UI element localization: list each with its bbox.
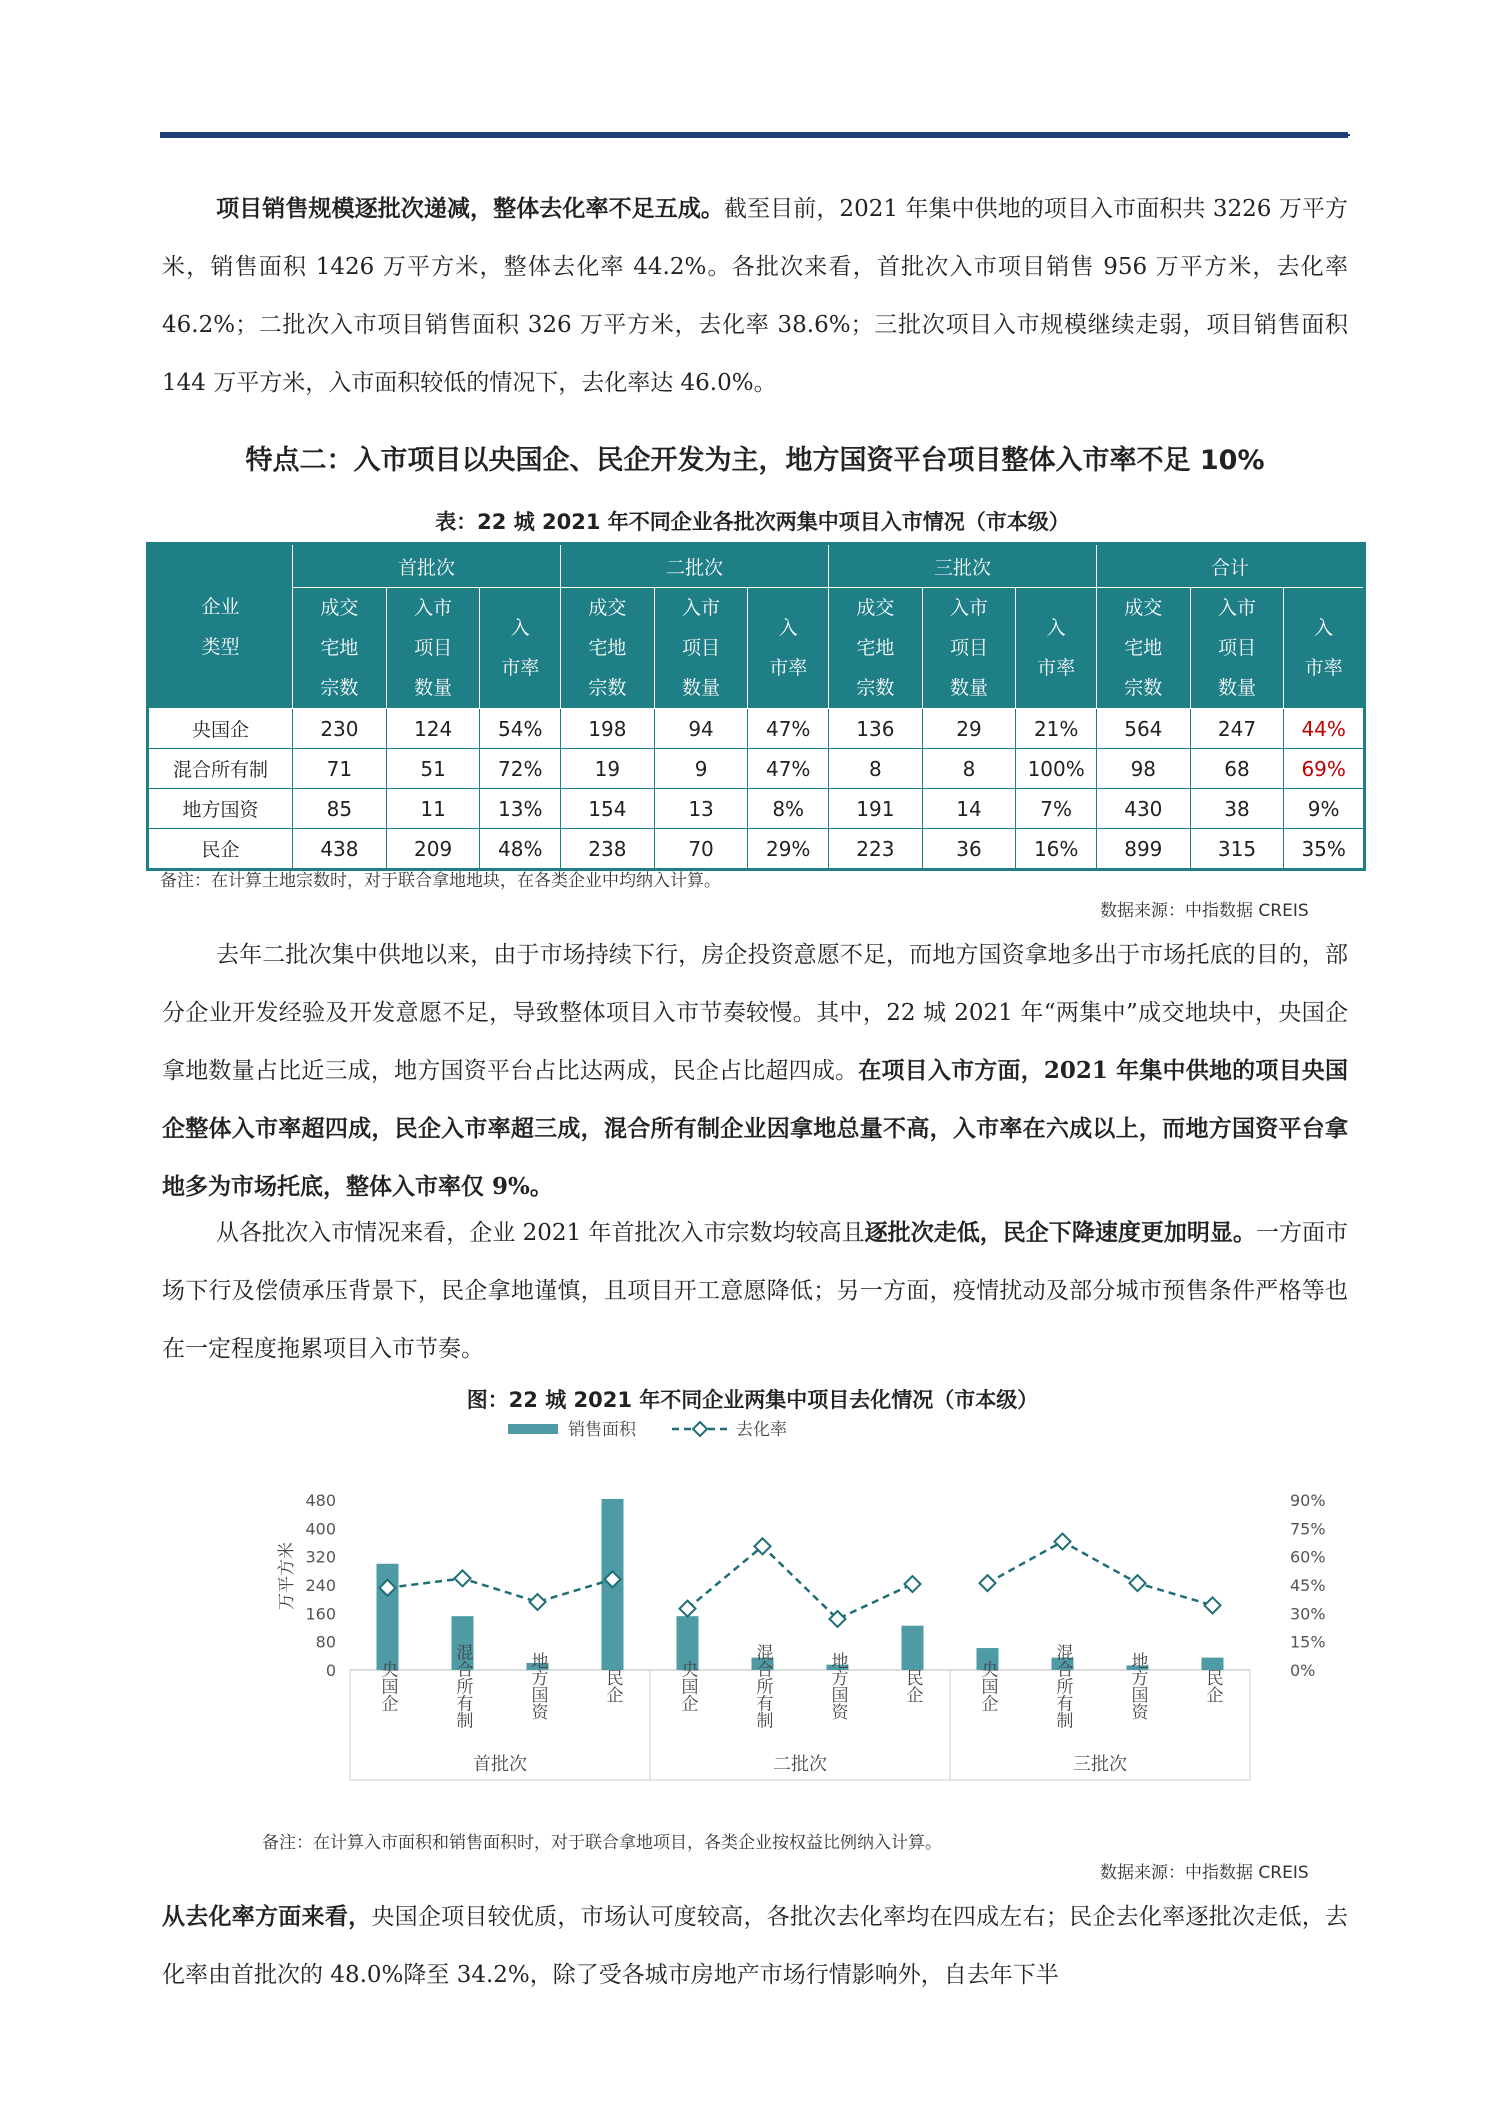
sub-header-line: 入: [510, 617, 530, 639]
sub-header-line: 成交: [588, 597, 627, 619]
x-category-label: 地方国资: [827, 1652, 848, 1720]
table-cell: 48%: [480, 829, 561, 870]
sub-header: [1016, 588, 1097, 709]
sub-header-line: 项目: [682, 637, 721, 659]
table-cell: 19: [561, 749, 655, 789]
group-header: 三批次: [829, 544, 1097, 588]
table-cell: 36: [922, 829, 1016, 870]
header-enterprise-type: [148, 544, 293, 709]
table-cell: 68: [1190, 749, 1284, 789]
y-tick-label: 480: [305, 1491, 336, 1510]
table-cell: 136: [829, 709, 923, 749]
table-cell: 100%: [1016, 749, 1097, 789]
sub-header: [480, 588, 561, 709]
x-group-label: 三批次: [1073, 1754, 1127, 1775]
table-cell: 9: [654, 749, 748, 789]
sub-header-line: 宗数: [588, 677, 627, 699]
table-cell: 124: [386, 709, 480, 749]
table-row: [148, 709, 1365, 749]
table-cell: 35%: [1284, 829, 1365, 870]
sub-header: [386, 588, 480, 709]
y2-tick-label: 75%: [1290, 1519, 1326, 1539]
y2-tick-label: 90%: [1290, 1491, 1326, 1510]
table-cell: 198: [561, 709, 655, 749]
y-tick-label: 320: [305, 1547, 336, 1567]
table-cell: 44%: [1284, 709, 1365, 749]
paragraph-2-body: 去年二批次集中供地以来，由于市场持续下行，房企投资意愿不足，而地方国资拿地多出于市场托底的目的，部分企业开发经验及开发意愿不足，导致整体项目入市节奏较慢。其中，22 城 2021 年“两集中”成交地块中，央国企拿地数量占比近三成，地方国资平台占比达两成，民企占比超四成。: [162, 942, 1348, 1084]
table-cell: 7%: [1016, 789, 1097, 829]
paragraph-4: [162, 1888, 1348, 2004]
paragraph-3-body-2: 一方面市场下行及偿债承压背景下，民企拿地谨慎，且项目开工意愿降低；另一方面，疫情扰动及部分城市预售条件严格等也在一定程度拖累项目入市节奏。: [162, 1220, 1349, 1362]
line-absorption-rate: [388, 1578, 613, 1602]
chart: [240, 1408, 1350, 1788]
table-row: [148, 789, 1365, 829]
table-cell: 9%: [1284, 789, 1365, 829]
paragraph-1: [162, 180, 1348, 412]
y-axis-label: 万平方米: [277, 1542, 297, 1610]
sub-header: [293, 588, 387, 709]
chart-caption: 图：22 城 2021 年不同企业两集中项目去化情况（市本级）: [466, 1388, 1039, 1412]
row-label: 民企: [148, 829, 293, 870]
sub-header: [829, 588, 923, 709]
line-point-marker: [1055, 1534, 1071, 1550]
x-group-label: 首批次: [473, 1754, 527, 1775]
y2-tick-label: 30%: [1290, 1604, 1326, 1624]
table-cell: 8%: [748, 789, 829, 829]
sub-header-line: 数量: [682, 677, 721, 699]
paragraph-4-body: 央国企项目较优质，市场认可度较高，各批次去化率均在四成左右；民企去化率逐批次走低，去化率由首批次的 48.0%降至 34.2%，除了受各城市房地产市场行情影响外，自去年下半: [162, 1904, 1349, 1988]
x-category-label: 民企: [902, 1669, 923, 1703]
table-cell: 38: [1190, 789, 1284, 829]
line-absorption-rate: [988, 1542, 1213, 1606]
table-cell: 438: [293, 829, 387, 870]
table-note: 备注：在计算土地宗数时，对于联合拿地地块，在各类企业中均纳入计算。: [160, 871, 721, 891]
table-cell: 247: [1190, 709, 1284, 749]
chart-source: 数据来源：中指数据 CREIS: [1100, 1863, 1309, 1883]
group-header: 合计: [1096, 544, 1364, 588]
paragraph-1-body: 截至目前，2021 年集中供地的项目入市面积共 3226 万平方米，销售面积 1426 万平方米，整体去化率 44.2%。各批次来看，首批次入市项目销售 956 万平方米，去化率 46.2%；二批次入市项目销售面积 326 万平方米，去化率 38.6%；三批次项目入市规模继续走弱，项目销售面积 144 万平方米，入市面积较低的情况下，去化率达 46.0%。: [162, 196, 1348, 396]
table-cell: 430: [1096, 789, 1190, 829]
sub-header-line: 宅地: [856, 637, 895, 659]
table-cell: 72%: [480, 749, 561, 789]
table-cell: 98: [1096, 749, 1190, 789]
line-point-marker: [1130, 1575, 1146, 1591]
sub-header-line: 项目: [414, 637, 453, 659]
sub-header-line: 项目: [950, 637, 989, 659]
paragraph-3: [162, 1204, 1348, 1378]
line-point-marker: [530, 1594, 546, 1610]
legend-swatch-bar: [508, 1424, 558, 1434]
sub-header-line: 入市: [414, 597, 453, 619]
header-enterprise-type-line: 类型: [201, 635, 240, 658]
sub-header-line: 宗数: [320, 677, 359, 699]
sub-header-line: 数量: [414, 677, 453, 699]
line-point-marker: [1205, 1597, 1221, 1613]
x-category-label: 混合所有制: [752, 1643, 773, 1729]
sub-header-line: 宗数: [1124, 677, 1163, 699]
sub-header-line: 宗数: [856, 677, 895, 699]
sub-header-line: 宅地: [1124, 637, 1163, 659]
table-cell: 13: [654, 789, 748, 829]
sub-header-line: 数量: [950, 677, 989, 699]
sub-header-line: 数量: [1217, 677, 1256, 699]
x-category-label: 央国企: [977, 1660, 998, 1712]
table-cell: 11: [386, 789, 480, 829]
paragraph-2-bold: 在项目入市方面，2021 年集中供地的项目央国企整体入市率超四成，民企入市率超三成，混合所有制企业因拿地总量不高，入市率在六成以上，而地方国资平台拿地多为市场托底，整体入市率仅 9%。: [162, 1057, 1348, 1200]
x-category-label: 央国企: [677, 1660, 698, 1712]
line-point-marker: [455, 1570, 471, 1586]
line-point-marker: [905, 1576, 921, 1592]
sub-header: [654, 588, 748, 709]
sub-header-line: 成交: [1124, 597, 1163, 619]
legend-label-bar: 销售面积: [568, 1420, 636, 1440]
x-category-label: 民企: [602, 1669, 623, 1703]
sub-header: [561, 588, 655, 709]
y-tick-label: 0: [325, 1661, 336, 1680]
sub-header: [922, 588, 1016, 709]
table-cell: 564: [1096, 709, 1190, 749]
sub-header-line: 成交: [856, 597, 895, 619]
sub-header-line: 市率: [501, 657, 540, 679]
sub-header-line: 项目: [1217, 637, 1256, 659]
sub-header: [748, 588, 829, 709]
x-category-label: 地方国资: [527, 1652, 548, 1720]
y-tick-label: 80: [315, 1632, 336, 1652]
sub-header-line: 成交: [320, 597, 359, 619]
y-tick-label: 400: [305, 1519, 336, 1539]
sub-header-line: 入市: [1217, 597, 1256, 619]
y-tick-label: 240: [305, 1576, 336, 1595]
table-source: 数据来源：中指数据 CREIS: [1100, 901, 1309, 921]
row-label: 地方国资: [148, 789, 293, 829]
x-category-label: 混合所有制: [452, 1643, 473, 1729]
line-point-marker: [680, 1601, 696, 1617]
table-cell: 29%: [748, 829, 829, 870]
legend-swatch-marker: [693, 1422, 707, 1436]
table-cell: 94: [654, 709, 748, 749]
table-cell: 223: [829, 829, 923, 870]
table-cell: 69%: [1284, 749, 1365, 789]
header-enterprise-type-line: 企业: [201, 595, 240, 618]
table-row: [148, 749, 1365, 789]
sub-header-line: 入市: [950, 597, 989, 619]
sub-header-line: 入: [1046, 617, 1066, 639]
sub-header: [1190, 588, 1284, 709]
table-cell: 70: [654, 829, 748, 870]
table-cell: 29: [922, 709, 1016, 749]
table-cell: 21%: [1016, 709, 1097, 749]
y2-tick-label: 0%: [1290, 1661, 1316, 1680]
row-label: 央国企: [148, 709, 293, 749]
table-cell: 13%: [480, 789, 561, 829]
row-label: 混合所有制: [148, 749, 293, 789]
table-cell: 8: [829, 749, 923, 789]
group-header: 首批次: [293, 544, 561, 588]
table-cell: 51: [386, 749, 480, 789]
x-category-label: 民企: [1202, 1669, 1223, 1703]
sub-header: [1096, 588, 1190, 709]
sub-header-line: 宅地: [588, 637, 627, 659]
sub-header-line: 入: [778, 617, 798, 639]
table-cell: 899: [1096, 829, 1190, 870]
table-cell: 154: [561, 789, 655, 829]
header-rule-tick: [1344, 134, 1350, 136]
table-cell: 54%: [480, 709, 561, 749]
chart-svg: [240, 1408, 1350, 1788]
table-row: [148, 829, 1365, 870]
section-heading: 特点二：入市项目以央国企、民企开发为主，地方国资平台项目整体入市率不足 10%: [245, 445, 1265, 476]
table-cell: 71: [293, 749, 387, 789]
sub-header-line: 入: [1314, 617, 1334, 639]
x-category-label: 央国企: [377, 1660, 398, 1712]
line-point-marker: [980, 1575, 996, 1591]
table-cell: 8: [922, 749, 1016, 789]
table-cell: 230: [293, 709, 387, 749]
group-header: 二批次: [561, 544, 829, 588]
entry-table: [146, 542, 1366, 871]
sub-header-line: 入市: [682, 597, 721, 619]
x-group-label: 二批次: [773, 1754, 827, 1775]
table-cell: 47%: [748, 749, 829, 789]
paragraph-4-lead: 从去化率方面来看，: [162, 1903, 372, 1930]
table-caption: 表：22 城 2021 年不同企业各批次两集中项目入市情况（市本级）: [435, 510, 1070, 534]
sub-header-line: 市率: [769, 657, 808, 679]
table-cell: 315: [1190, 829, 1284, 870]
sub-header: [1284, 588, 1365, 709]
legend-label-line: 去化率: [736, 1420, 787, 1440]
chart-note: 备注：在计算入市面积和销售面积时，对于联合拿地项目，各类企业按权益比例纳入计算。: [262, 1833, 942, 1853]
header-rule: [160, 132, 1348, 138]
paragraph-3-body-1: 从各批次入市情况来看，企业 2021 年首批次入市宗数均较高且: [216, 1220, 865, 1246]
table-cell: 85: [293, 789, 387, 829]
table-cell: 191: [829, 789, 923, 829]
y2-tick-label: 15%: [1290, 1632, 1326, 1652]
paragraph-3-bold: 逐批次走低，民企下降速度更加明显。: [864, 1219, 1256, 1246]
table-cell: 14: [922, 789, 1016, 829]
table-cell: 238: [561, 829, 655, 870]
paragraph-2: [162, 926, 1348, 1216]
y-tick-label: 160: [305, 1604, 336, 1624]
table-cell: 209: [386, 829, 480, 870]
sub-header-line: 宅地: [320, 637, 359, 659]
paragraph-1-lead: 项目销售规模逐批次递减，整体去化率不足五成。: [216, 195, 724, 222]
sub-header-line: 市率: [1037, 657, 1076, 679]
table-cell: 16%: [1016, 829, 1097, 870]
x-category-label: 地方国资: [1127, 1652, 1148, 1720]
y2-tick-label: 60%: [1290, 1547, 1326, 1567]
y2-tick-label: 45%: [1290, 1576, 1326, 1595]
table-cell: 47%: [748, 709, 829, 749]
sub-header-line: 市率: [1304, 657, 1343, 679]
line-absorption-rate: [688, 1546, 913, 1619]
bar-sales-area: [902, 1626, 924, 1670]
x-category-label: 混合所有制: [1052, 1643, 1073, 1729]
